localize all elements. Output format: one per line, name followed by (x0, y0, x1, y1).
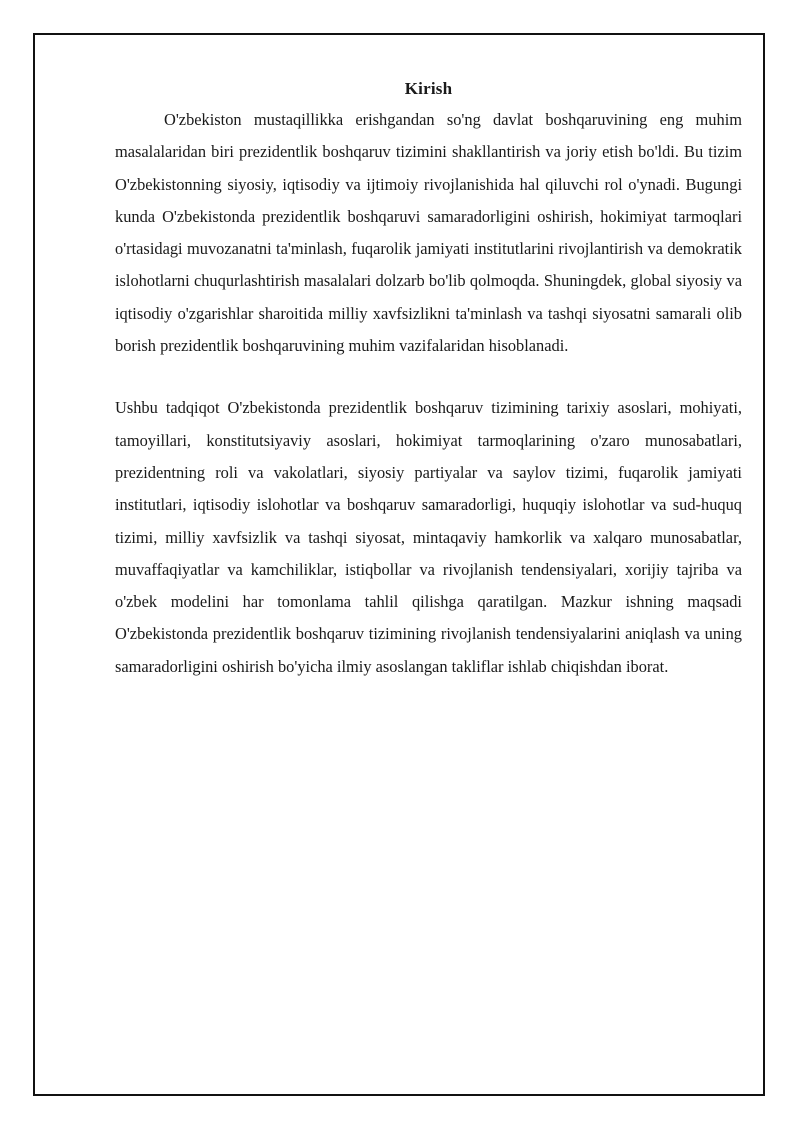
section-heading: Kirish (404, 79, 453, 98)
paragraph-intro: O'zbekiston mustaqillikka erishgandan so'ng davlat boshqaruvining eng muhim masalalaridan biri prezidentlik boshqaruv tizimini shakllantirish va joriy etish bo'ldi. Bu tizim O'zbekistonning siyosiy, iqtisodiy va ijtimoiy rivojlanishida hal qiluvchi rol o'ynadi. Bugungi kunda O'zbekistonda prezidentlik boshqaruvi samaradorligini oshirish, hokimiyat tarmoqlari o'rtasidagi muvozanatni ta'minlash, fuqarolik jamiyati institutlarini rivojlantirish va demokratik islohotlarni chuqurlashtirish masalalari dolzarb bo'lib qolmoqda. Shuningdek, global siyosiy va iqtisodiy o'zgarishlar sharoitida milliy xavfsizlikni ta'minlash va tashqi siyosatni samarali olib borish prezidentlik boshqaruvining muhim vazifalaridan hisoblanadi. (115, 110, 742, 356)
document-body (115, 76, 742, 683)
paragraph-research-scope: Ushbu tadqiqot O'zbekistonda prezidentlik boshqaruv tizimining tarixiy asoslari, mohiyati, tamoyillari, konstitutsiyaviy asoslari, hokimiyat tarmoqlarining o'zaro munosabatlari, prezidentning roli va vakolatlari, siyosiy partiyalar va saylov tizimi, fuqarolik jamiyati institutlari, iqtisodiy islohotlar va boshqaruv samaradorligi, huquqiy islohotlar va sud-huquq tizimi, milliy xavfsizlik va tashqi siyosat, mintaqaviy hamkorlik va xalqaro munosabatlar, muvaffaqiyatlar va kamchiliklar, istiqbollar va rivojlanish tendensiyalari, xorijiy tajriba va o'zbek modelini har tomonlama tahlil qilishga qaratilgan. Mazkur ishning maqsadi O'zbekistonda prezidentlik boshqaruv tizimining rivojlanish tendensiyalarini aniqlash va uning samaradorligini oshirish bo'yicha ilmiy asoslangan takliflar ishlab chiqishdan iborat. (115, 398, 742, 676)
